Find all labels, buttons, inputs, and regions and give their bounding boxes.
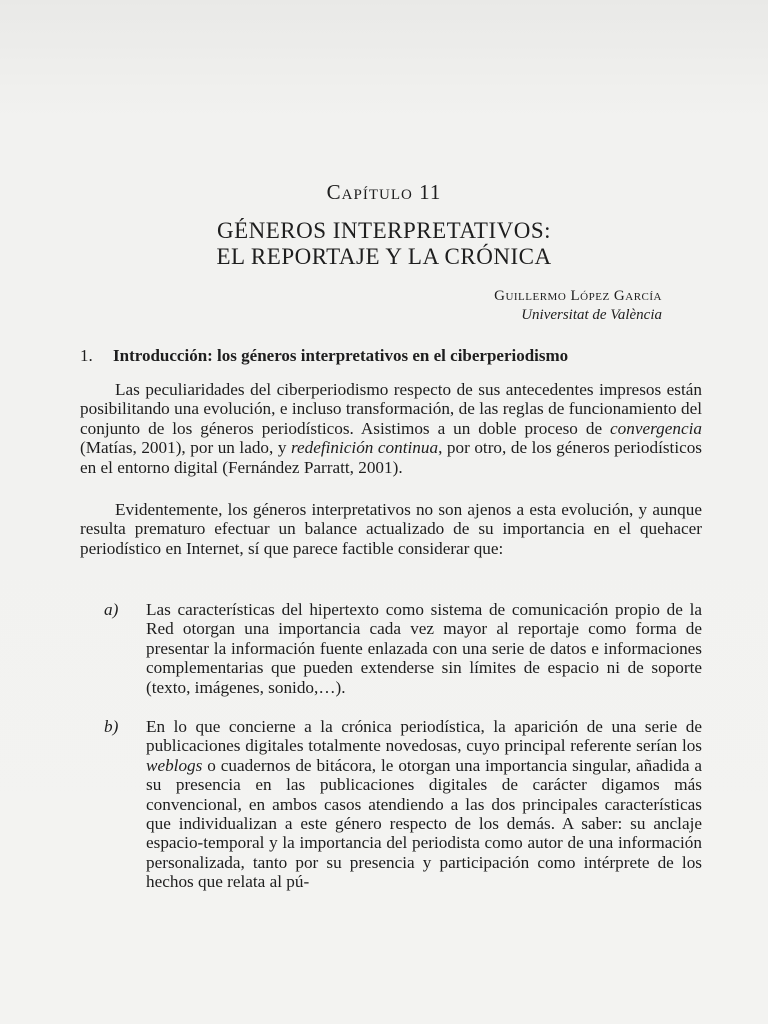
chapter-title-line2: EL REPORTAJE Y LA CRÓNICA bbox=[216, 244, 552, 269]
chapter-title bbox=[0, 218, 768, 270]
author-name: Guillermo López García bbox=[494, 288, 662, 304]
list-item-b-text-2: o cuadernos de bitácora, le otorgan una importancia singular, añadida a su presencia en las publicaciones digitales de carácter digamos más convencional, en ambos casos atendiendo a las dos principales características que individualizan a este género respecto de los demás. A saber: su anclaje espacio-temporal y la importancia del periodista como autor de una información personalizada, tanto por su presencia y participación como intérprete de los hechos que relata al pú- bbox=[146, 755, 702, 892]
paragraph-1-text-2: (Matías, 2001), por un lado, y bbox=[80, 438, 291, 458]
list-item-b bbox=[80, 717, 702, 892]
section-number: 1. bbox=[80, 346, 93, 365]
list-item-a-text: Las características del hipertexto como sistema de comunicación propio de la Red otorgan una importancia cada vez mayor al reportaje como forma de presentar la información fuente enlazada con una serie de datos e informaciones complementarias que pueden extenderse sin límites de espacio ni de soporte (texto, imágenes, sonido,…). bbox=[146, 600, 702, 697]
chapter-number bbox=[0, 180, 768, 205]
paragraph-2-text: Evidentemente, los géneros interpretativos no son ajenos a esta evolución, y aunque resulta prematuro efectuar un balance actualizado de su importancia en el quehacer periodístico en Internet, sí que parece factible considerar que: bbox=[80, 500, 702, 558]
author-institution: Universitat de València bbox=[521, 307, 662, 323]
term-redefinicion: redefinición continua bbox=[290, 438, 439, 458]
paragraph-1 bbox=[80, 380, 702, 477]
section-heading bbox=[80, 346, 680, 366]
list-marker-a: a) bbox=[104, 600, 119, 619]
author-block bbox=[494, 287, 662, 325]
paragraph-1-text-1: Las peculiaridades del ciberperiodismo respecto de sus antecedentes impresos están posibilitando una evolución, e incluso transformación, de las reglas de funcionamiento del conjunto de los géneros periodísticos. Asistimos a un doble proceso de bbox=[80, 380, 702, 438]
section-title: Introducción: los géneros interpretativos en el ciberperiodismo bbox=[113, 346, 569, 365]
paragraph-2 bbox=[80, 500, 702, 558]
paragraph-1-text-3: , por otro, de los géneros periodísticos en el entorno digital (Fernández Parratt, 2001). bbox=[80, 438, 702, 477]
list-marker-b: b) bbox=[104, 717, 119, 736]
chapter-num: 11 bbox=[419, 180, 442, 204]
chapter-label: Capítulo bbox=[326, 180, 413, 204]
list-item-b-text-1: En lo que concierne a la crónica periodística, la aparición de una serie de publicaciones digitales totalmente novedosas, cuyo principal referente serían los bbox=[146, 717, 702, 756]
chapter-title-line1: GÉNEROS INTERPRETATIVOS: bbox=[216, 218, 552, 243]
term-convergencia: convergencia bbox=[610, 418, 702, 438]
term-weblogs: weblogs bbox=[146, 755, 203, 775]
list-item-a bbox=[80, 600, 702, 697]
